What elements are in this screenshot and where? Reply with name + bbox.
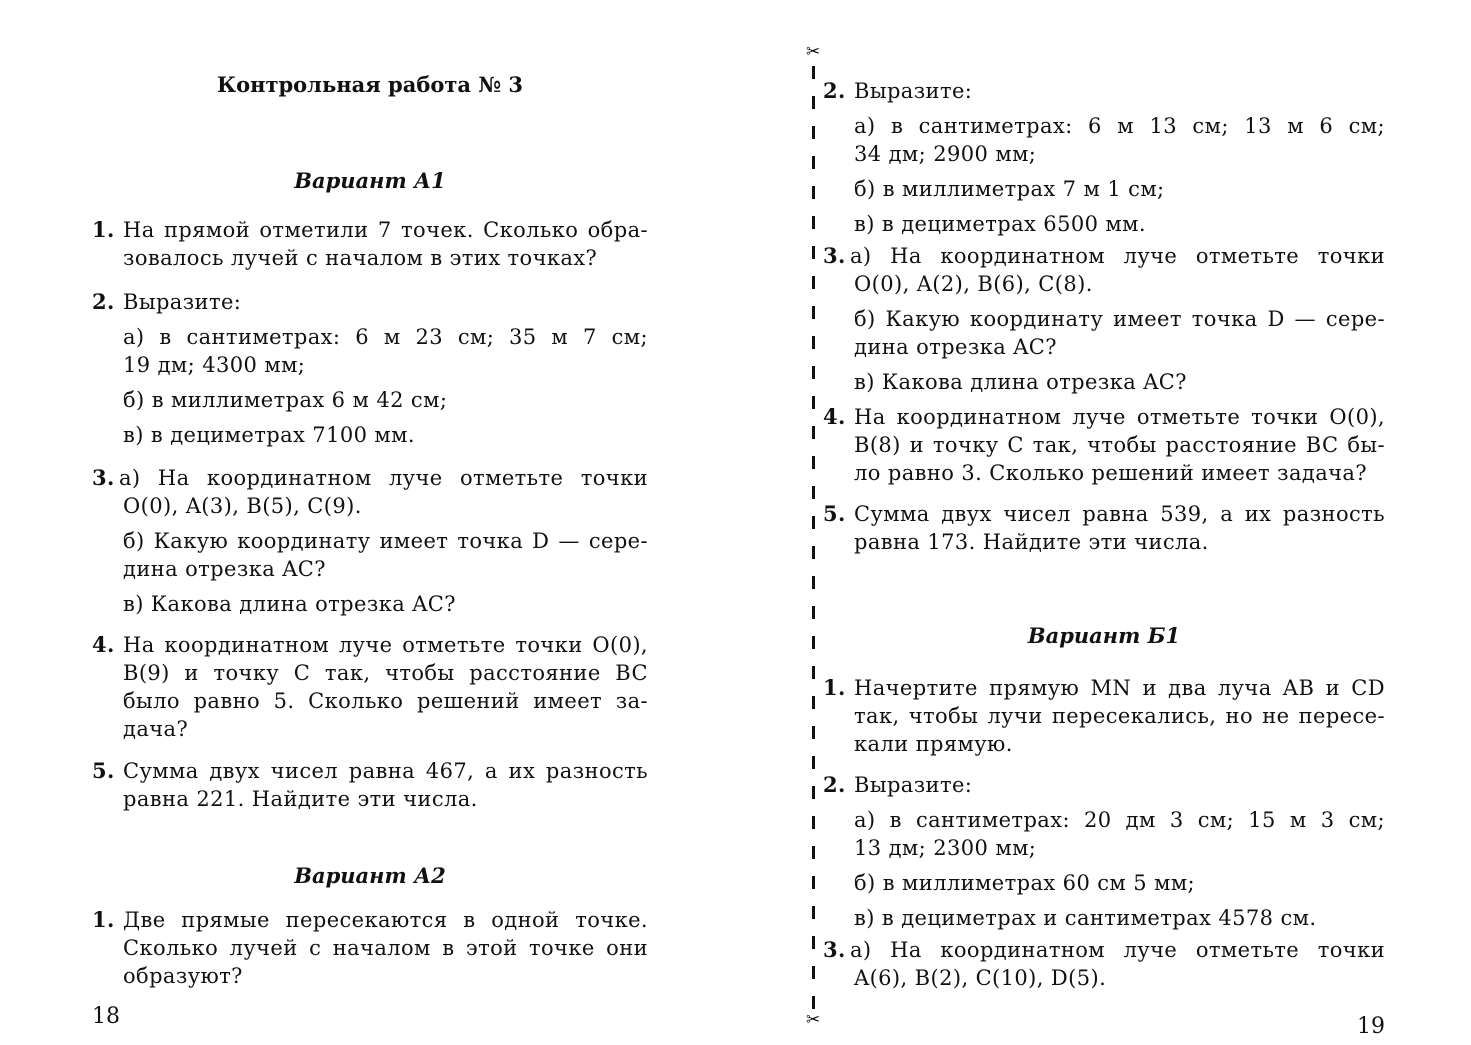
task-text-line: было равно 5. Сколько решений имеет за- — [123, 689, 648, 713]
subtask-a-line: A(6), B(2), C(10), D(5). — [854, 966, 1107, 990]
subtask-c: в) Какова длина отрезка AC? — [854, 370, 1187, 394]
task-number: 1. — [92, 907, 115, 932]
task-text-line: Сумма двух чисел равна 539, а их разность — [854, 502, 1385, 526]
task-text-line: Две прямые пересекаются в одной точке. — [123, 908, 648, 932]
subtask-a-line: 34 дм; 2900 мм; — [854, 142, 1037, 166]
b1-task-3 — [823, 936, 1385, 992]
subtask-c: в) в дециметрах 7100 мм. — [123, 423, 415, 447]
task-text-line: образуют? — [123, 964, 243, 988]
task-text-line: равна 221. Найдите эти числа. — [123, 787, 478, 811]
cut-line-dash — [812, 396, 815, 409]
variant-a1-heading: Вариант А1 — [294, 168, 446, 193]
b1-task-1 — [823, 674, 1385, 758]
cut-line-dash — [812, 426, 815, 439]
subtask-b-line: дина отрезка AC? — [123, 557, 326, 581]
subtask-a-line: а) На координатном луче отметьте точки — [850, 244, 1385, 268]
subtask-b: б) в миллиметрах 60 см 5 мм; — [854, 871, 1196, 895]
subtask-a-line: а) в сантиметрах: 6 м 13 см; 13 м 6 см; — [854, 114, 1385, 138]
cut-line-dash — [812, 96, 815, 109]
cut-line — [804, 36, 824, 1036]
page-title: Контрольная работа № 3 — [216, 72, 524, 97]
subtask-b-line: б) Какую координату имеет точка D — сере- — [854, 307, 1385, 331]
cut-line-dash — [812, 996, 815, 1009]
cut-line-dash — [812, 246, 815, 259]
page-number: 19 — [1357, 1014, 1385, 1039]
task-number: 5. — [823, 501, 846, 526]
subtask-a-line: O(0), A(2), B(6), C(8). — [854, 272, 1093, 296]
task-text-line: кали прямую. — [854, 732, 1013, 756]
task-text-line: На координатном луче отметьте точки O(0), — [854, 405, 1385, 429]
task-text-line: зовалось лучей с началом в этих точках? — [123, 246, 598, 270]
task-text-line: так, чтобы лучи пересекались, но не пересе- — [854, 704, 1385, 728]
task-number: 3. — [823, 937, 846, 962]
subtask-a-line: 13 дм; 2300 мм; — [854, 836, 1037, 860]
subtask-a-line: O(0), A(3), B(5), C(9). — [123, 494, 362, 518]
variant-b1-heading: Вариант Б1 — [1027, 623, 1181, 648]
cut-line-dash — [812, 726, 815, 739]
cut-line-dash — [812, 606, 815, 619]
task-number: 3. — [823, 243, 846, 268]
task-number: 1. — [92, 217, 115, 242]
cut-line-dash — [812, 66, 815, 79]
task-text-line: Сколько лучей с началом в этой точке они — [123, 936, 648, 960]
task-text-line: B(8) и точку C так, чтобы расстояние BC бы- — [854, 433, 1385, 457]
cut-line-dash — [812, 276, 815, 289]
a2-task-1 — [92, 906, 648, 990]
subtask-a-line: 19 дм; 4300 мм; — [123, 353, 306, 377]
task-text-line: ло равно 3. Сколько решений имеет задача? — [854, 461, 1367, 485]
subtask-a-line: а) На координатном луче отметьте точки — [850, 938, 1385, 962]
task-text-line: На прямой отметили 7 точек. Сколько обра- — [123, 218, 648, 242]
a1-task-3 — [92, 464, 648, 618]
subtask-a-line: а) в сантиметрах: 20 дм 3 см; 15 м 3 см; — [854, 808, 1385, 832]
page-number: 18 — [92, 1004, 120, 1029]
cut-line-dash — [812, 936, 815, 949]
subtask-b: б) в миллиметрах 7 м 1 см; — [854, 177, 1165, 201]
cut-line-dash — [812, 846, 815, 859]
subtask-b: б) в миллиметрах 6 м 42 см; — [123, 388, 448, 412]
cut-line-dash — [812, 966, 815, 979]
task-text-line: Выразите: — [123, 290, 242, 314]
cut-line-dash — [812, 696, 815, 709]
scissors-icon: ✂ — [806, 1010, 821, 1030]
task-text-line: равна 173. Найдите эти числа. — [854, 530, 1209, 554]
a2-task-4 — [823, 403, 1385, 487]
subtask-c: в) в дециметрах 6500 мм. — [854, 212, 1146, 236]
cut-line-dash — [812, 216, 815, 229]
task-text-line: На координатном луче отметьте точки O(0), — [123, 633, 648, 657]
a1-task-2 — [92, 288, 648, 449]
cut-line-dash — [812, 186, 815, 199]
task-number: 3. — [92, 465, 115, 490]
task-number: 2. — [92, 289, 115, 314]
cut-line-dash — [812, 906, 815, 919]
cut-line-dash — [812, 636, 815, 649]
task-text-line: Сумма двух чисел равна 467, а их разность — [123, 759, 648, 783]
subtask-a-line: а) в сантиметрах: 6 м 23 см; 35 м 7 см; — [123, 325, 648, 349]
a2-task-5 — [823, 500, 1385, 556]
task-text-line: Выразите: — [854, 773, 973, 797]
a2-task-2 — [823, 77, 1385, 238]
cut-line-dash — [812, 366, 815, 379]
cut-line-dash — [812, 126, 815, 139]
cut-line-dash — [812, 546, 815, 559]
task-number: 1. — [823, 675, 846, 700]
cut-line-dash — [812, 306, 815, 319]
task-number: 4. — [92, 632, 115, 657]
task-text-line: Выразите: — [854, 79, 973, 103]
cut-line-dash — [812, 336, 815, 349]
subtask-b-line: дина отрезка AC? — [854, 335, 1057, 359]
variant-a2-heading: Вариант А2 — [294, 863, 446, 888]
cut-line-dash — [812, 816, 815, 829]
task-number: 2. — [823, 772, 846, 797]
b1-task-2 — [823, 771, 1385, 932]
cut-line-dash — [812, 486, 815, 499]
task-number: 2. — [823, 78, 846, 103]
subtask-c: в) Какова длина отрезка AC? — [123, 592, 456, 616]
cut-line-dash — [812, 156, 815, 169]
task-number: 5. — [92, 758, 115, 783]
cut-line-dash — [812, 786, 815, 799]
cut-line-dash — [812, 756, 815, 769]
cut-line-dash — [812, 876, 815, 889]
task-text-line: Начертите прямую MN и два луча AB и CD — [854, 676, 1385, 700]
a1-task-5 — [92, 757, 648, 813]
a2-task-3 — [823, 242, 1385, 396]
subtask-c: в) в дециметрах и сантиметрах 4578 см. — [854, 906, 1317, 930]
task-number: 4. — [823, 404, 846, 429]
cut-line-dash — [812, 516, 815, 529]
task-text-line: дача? — [123, 717, 189, 741]
subtask-a-line: а) На координатном луче отметьте точки — [119, 466, 648, 490]
cut-line-dash — [812, 576, 815, 589]
cut-line-dash — [812, 456, 815, 469]
scissors-icon: ✂ — [806, 42, 821, 62]
a1-task-1 — [92, 216, 648, 272]
subtask-b-line: б) Какую координату имеет точка D — сере- — [123, 529, 648, 553]
a1-task-4 — [92, 631, 648, 743]
cut-line-dash — [812, 666, 815, 679]
task-text-line: B(9) и точку C так, чтобы расстояние BC — [123, 661, 648, 685]
